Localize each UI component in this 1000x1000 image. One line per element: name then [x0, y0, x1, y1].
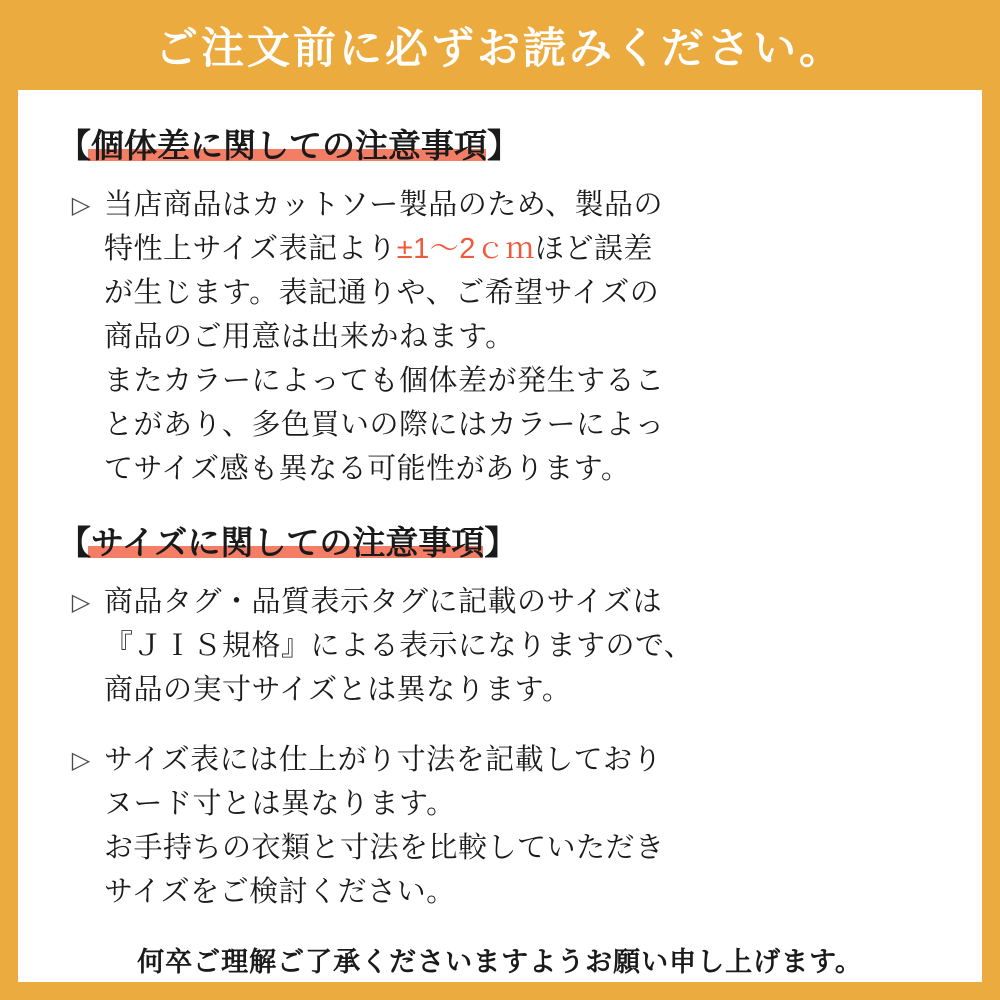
- text-line: 商品の実寸サイズとは異なります。: [104, 674, 572, 706]
- text-emphasis-tolerance: ±1〜2ｃｍ: [396, 233, 535, 265]
- triangle-bullet-icon: ▷: [71, 589, 91, 616]
- text-line: ヌード寸とは異なります。: [104, 788, 456, 820]
- text-line: ほど誤差: [534, 233, 653, 265]
- text-line: 『ＪＩＳ規格』による表示になりますので、: [104, 630, 694, 662]
- text-line: てサイズ感も異なる可能性があります。: [104, 453, 631, 485]
- section-heading-individual-variation: 【個体差に関しての注意事項】: [58, 127, 520, 164]
- text-line: 特性上サイズ表記より: [104, 233, 397, 265]
- bullet-text: [104, 183, 942, 491]
- bullet-text: [104, 580, 942, 712]
- bullet-item: [58, 580, 942, 712]
- notice-panel: [18, 90, 982, 982]
- header-band: [0, 0, 1000, 90]
- text-line: とがあり、多色買いの際にはカラーによっ: [104, 409, 665, 441]
- section-heading-size: 【サイズに関しての注意事項】: [58, 524, 518, 561]
- text-line: お手持ちの衣類と寸法を比較していただき: [104, 832, 665, 864]
- text-line: 商品タグ・品質表示タグに記載のサイズは: [104, 586, 663, 618]
- text-line: 商品のご用意は出来かねます。: [104, 321, 515, 353]
- text-line: が生じます。表記通りや、ご希望サイズの: [104, 277, 660, 309]
- footer-note: 何卒ご理解ご了承くださいますようお願い申し上げます。: [137, 947, 863, 977]
- text-line: 当店商品はカットソー製品のため、製品の: [104, 189, 664, 221]
- bullet-text: [104, 738, 942, 914]
- triangle-bullet-icon: ▷: [71, 192, 91, 219]
- triangle-bullet-icon: ▷: [71, 747, 91, 774]
- page-title: ご注文前に必ずお読みください。: [155, 24, 845, 73]
- text-line: サイズをご検討ください。: [104, 876, 456, 908]
- bullet-item: [58, 738, 942, 914]
- text-line: またカラーによっても個体差が発生するこ: [104, 365, 665, 397]
- bullet-item: [58, 183, 942, 491]
- text-line: サイズ表には仕上がり寸法を記載しており: [104, 744, 663, 776]
